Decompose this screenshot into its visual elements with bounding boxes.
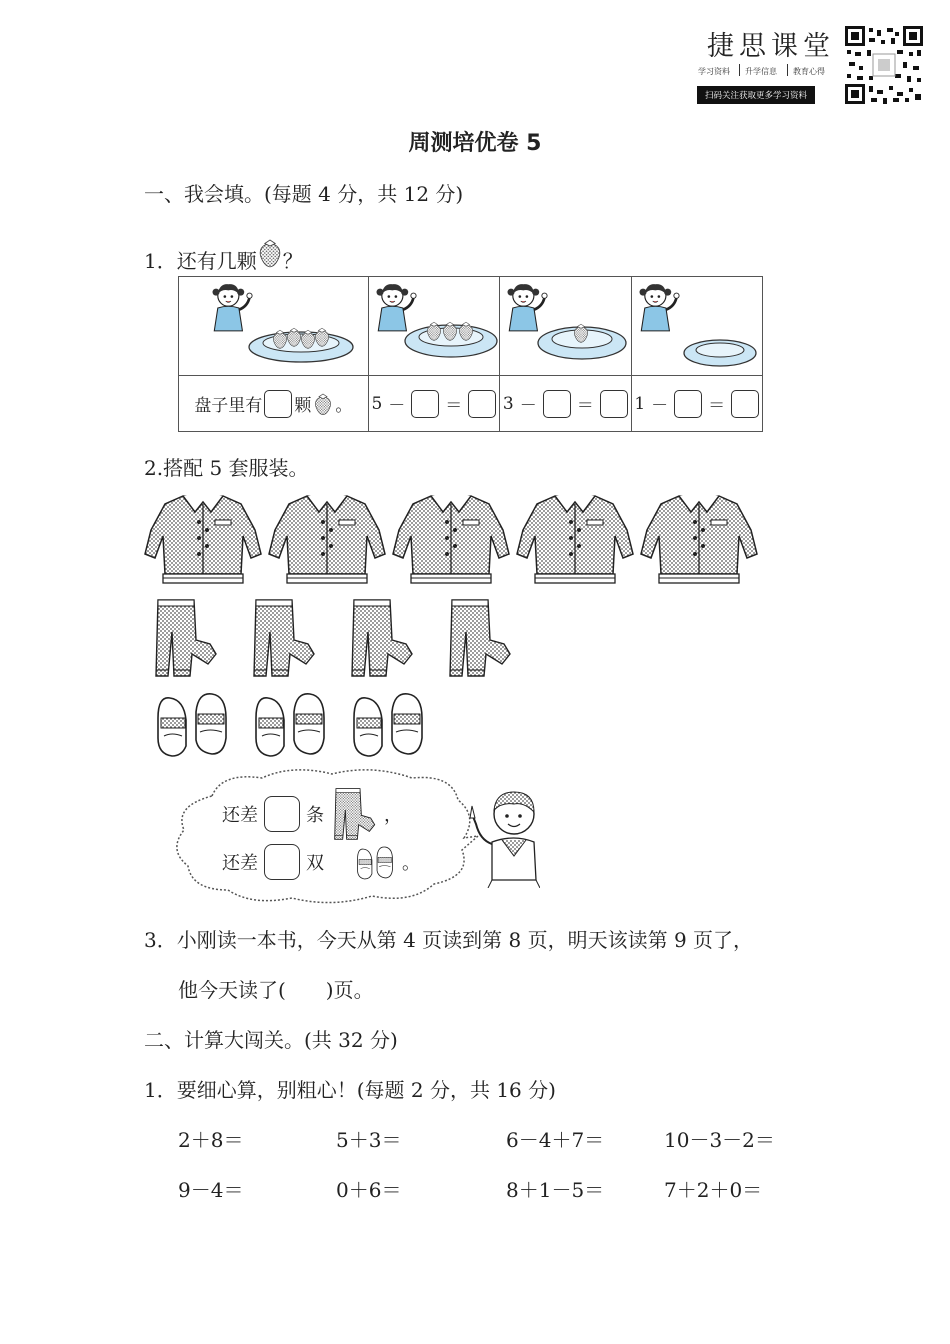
answer-cell-4 bbox=[631, 376, 762, 432]
plate-cell-4 bbox=[631, 277, 762, 376]
eq-start: 1 bbox=[634, 393, 646, 414]
eq-equals: ＝ bbox=[708, 396, 726, 416]
eq-equals: ＝ bbox=[445, 396, 463, 416]
shoes-icon bbox=[348, 688, 428, 758]
calc-item: 8＋1－5＝ bbox=[506, 1178, 605, 1202]
plate-cell-3 bbox=[500, 277, 631, 376]
answer-box[interactable] bbox=[674, 390, 702, 418]
brand-sub-3: 教育心得 bbox=[793, 67, 825, 76]
pants-icon bbox=[444, 596, 514, 680]
shoes-icon bbox=[250, 688, 330, 758]
pants-icon bbox=[330, 786, 378, 842]
answer-box[interactable] bbox=[600, 390, 628, 418]
row-label-a: 盘子里有 bbox=[194, 396, 263, 416]
qr-code-icon[interactable] bbox=[845, 26, 923, 104]
answer-cell-1 bbox=[179, 376, 369, 432]
q3-line-1: 3．小刚读一本书，今天从第 4 页读到第 8 页，明天该读第 9 页了， bbox=[144, 928, 754, 952]
brand-tagline: 扫码关注获取更多学习资料 bbox=[697, 86, 815, 104]
girl-plate-illustration bbox=[632, 277, 762, 371]
shoes-icon bbox=[354, 844, 396, 880]
girl-plate-illustration bbox=[179, 277, 367, 371]
q2-prompt: 2.搭配 5 套服装。 bbox=[144, 456, 309, 480]
answer-box[interactable] bbox=[543, 390, 571, 418]
pants-icon bbox=[150, 596, 220, 680]
answer-box[interactable] bbox=[264, 796, 300, 832]
calc-item: 10－3－2＝ bbox=[664, 1128, 775, 1152]
bubble-text: 双 bbox=[306, 853, 324, 874]
divider bbox=[787, 64, 788, 76]
jacket-icon bbox=[390, 490, 512, 586]
answer-cell-3 bbox=[500, 376, 631, 432]
plate-cell-1 bbox=[179, 277, 369, 376]
jacket-icon bbox=[266, 490, 388, 586]
calc-item: 9－4＝ bbox=[178, 1178, 244, 1202]
answer-box[interactable] bbox=[468, 390, 496, 418]
calc-prompt: 1．要细心算，别粗心！(每题 2 分，共 16 分) bbox=[144, 1078, 556, 1102]
eq-start: 5 bbox=[371, 393, 383, 414]
eq-minus: － bbox=[519, 396, 537, 416]
calc-item: 2＋8＝ bbox=[178, 1128, 244, 1152]
boy-illustration bbox=[462, 784, 540, 888]
bubble-text: 还差 bbox=[222, 853, 258, 874]
answer-box[interactable] bbox=[264, 844, 300, 880]
strawberry-icon bbox=[313, 391, 333, 417]
bubble-line-1 bbox=[222, 786, 402, 842]
bubble-text: ， bbox=[384, 805, 402, 826]
pants-icon bbox=[346, 596, 416, 680]
section2-heading: 二、计算大闯关。(共 32 分) bbox=[144, 1028, 398, 1052]
calc-item: 7＋2＋0＝ bbox=[664, 1178, 763, 1202]
answer-cell-2 bbox=[368, 376, 499, 432]
answer-box[interactable] bbox=[731, 390, 759, 418]
eq-equals: ＝ bbox=[576, 396, 594, 416]
plates-table bbox=[178, 276, 763, 432]
brand-sub-1: 学习资料 bbox=[698, 67, 730, 76]
shoes-icon bbox=[152, 688, 232, 758]
row-label-c: 。 bbox=[335, 396, 353, 416]
answer-box[interactable] bbox=[264, 390, 292, 418]
bubble-line-2 bbox=[222, 844, 420, 880]
calc-item: 5＋3＝ bbox=[336, 1128, 402, 1152]
eq-minus: － bbox=[651, 396, 669, 416]
brand-logo: 捷思课堂 bbox=[707, 31, 835, 62]
q1-prompt bbox=[144, 234, 303, 274]
eq-minus: － bbox=[388, 396, 406, 416]
strawberry-icon bbox=[257, 234, 283, 272]
plate-cell-2 bbox=[368, 277, 499, 376]
girl-plate-illustration bbox=[369, 277, 499, 371]
calc-item: 0＋6＝ bbox=[336, 1178, 402, 1202]
jacket-icon bbox=[514, 490, 636, 586]
q1-prefix: 1．还有几颗 bbox=[144, 249, 257, 273]
bubble-text: 条 bbox=[306, 805, 324, 826]
girl-plate-illustration bbox=[500, 277, 630, 371]
bubble-text: 还差 bbox=[222, 805, 258, 826]
pants-icon bbox=[248, 596, 318, 680]
page-title: 周测培优卷 5 bbox=[408, 131, 542, 156]
brand-sub-2: 升学信息 bbox=[745, 67, 777, 76]
jacket-icon bbox=[638, 490, 760, 586]
section1-heading: 一、我会填。(每题 4 分，共 12 分) bbox=[144, 182, 464, 206]
calc-item: 6－4＋7＝ bbox=[506, 1128, 605, 1152]
row-label-b: 颗 bbox=[294, 396, 312, 416]
q3-line-2: 他今天读了( )页。 bbox=[178, 978, 374, 1002]
jacket-icon bbox=[142, 490, 264, 586]
q1-suffix: ？ bbox=[282, 249, 303, 273]
bubble-text: 。 bbox=[402, 853, 420, 874]
answer-box[interactable] bbox=[411, 390, 439, 418]
divider bbox=[739, 64, 740, 76]
eq-start: 3 bbox=[502, 393, 514, 414]
